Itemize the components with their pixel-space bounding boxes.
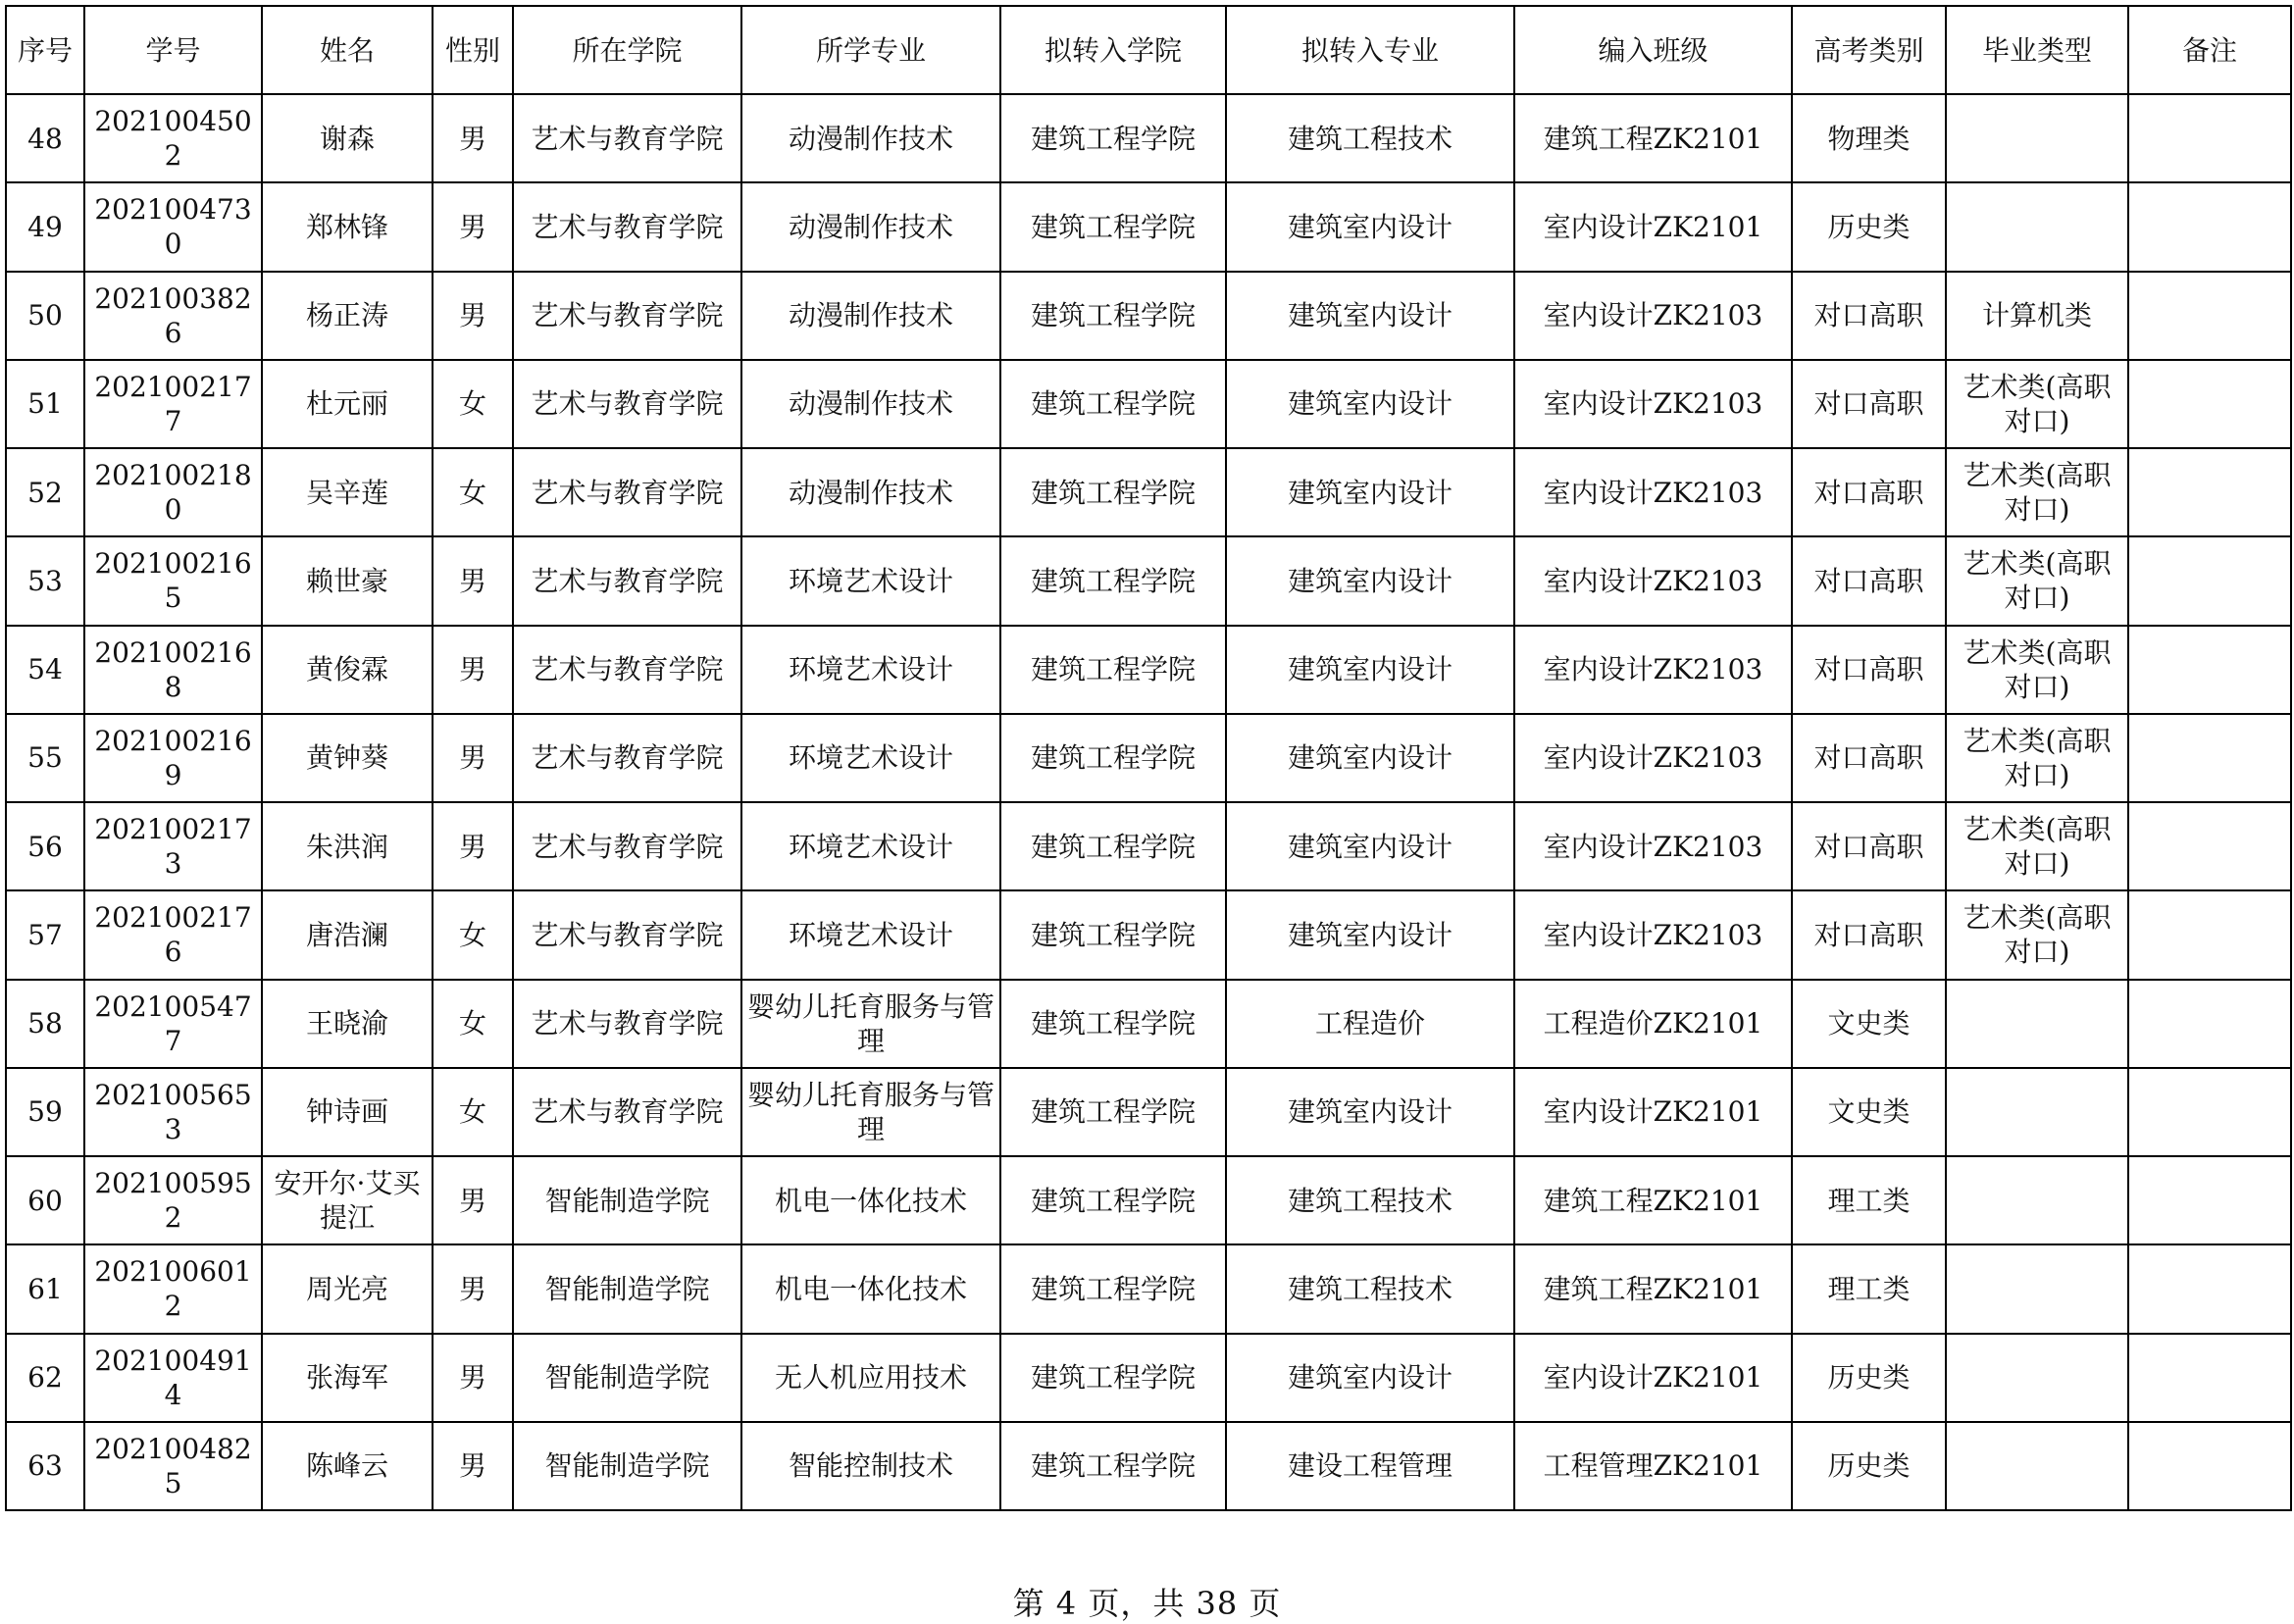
- cell-graduation-type: [1946, 1334, 2128, 1422]
- cell-seq-no: 58: [6, 980, 84, 1068]
- cell-graduation-type: 艺术类(高职对口): [1946, 448, 2128, 536]
- table-body: [6, 94, 2291, 1510]
- cell-remarks: [2128, 1244, 2291, 1333]
- cell-remarks: [2128, 714, 2291, 802]
- cell-current-college: 艺术与教育学院: [513, 1068, 741, 1156]
- cell-gender: 男: [433, 802, 513, 890]
- cell-seq-no: 49: [6, 182, 84, 271]
- cell-exam-category: 对口高职: [1792, 360, 1946, 448]
- cell-student-id: 2021002176: [84, 890, 262, 979]
- cell-gender: 男: [433, 714, 513, 802]
- cell-name: 唐浩澜: [262, 890, 433, 979]
- cell-assigned-class: 室内设计ZK2103: [1514, 360, 1792, 448]
- cell-target-college: 建筑工程学院: [1000, 448, 1226, 536]
- cell-graduation-type: 艺术类(高职对口): [1946, 626, 2128, 714]
- cell-assigned-class: 建筑工程ZK2101: [1514, 1156, 1792, 1244]
- cell-remarks: [2128, 626, 2291, 714]
- cell-target-major: 建筑室内设计: [1226, 536, 1514, 625]
- cell-current-major: 机电一体化技术: [741, 1244, 1000, 1333]
- cell-seq-no: 51: [6, 360, 84, 448]
- cell-seq-no: 52: [6, 448, 84, 536]
- cell-graduation-type: 艺术类(高职对口): [1946, 714, 2128, 802]
- cell-current-major: 婴幼儿托育服务与管理: [741, 980, 1000, 1068]
- column-header-remarks: 备注: [2128, 6, 2291, 94]
- cell-student-id: 2021002180: [84, 448, 262, 536]
- cell-gender: 男: [433, 626, 513, 714]
- cell-seq-no: 57: [6, 890, 84, 979]
- cell-graduation-type: [1946, 980, 2128, 1068]
- cell-student-id: 2021004914: [84, 1334, 262, 1422]
- table-row: [6, 360, 2291, 448]
- cell-student-id: 2021004730: [84, 182, 262, 271]
- cell-exam-category: 对口高职: [1792, 890, 1946, 979]
- cell-assigned-class: 建筑工程ZK2101: [1514, 1244, 1792, 1333]
- cell-assigned-class: 工程管理ZK2101: [1514, 1422, 1792, 1510]
- cell-current-college: 艺术与教育学院: [513, 626, 741, 714]
- cell-name: 安开尔·艾买提江: [262, 1156, 433, 1244]
- cell-target-college: 建筑工程学院: [1000, 626, 1226, 714]
- cell-remarks: [2128, 980, 2291, 1068]
- cell-current-major: 动漫制作技术: [741, 182, 1000, 271]
- column-header-target-major: 拟转入专业: [1226, 6, 1514, 94]
- cell-target-college: 建筑工程学院: [1000, 360, 1226, 448]
- cell-remarks: [2128, 448, 2291, 536]
- cell-exam-category: 对口高职: [1792, 536, 1946, 625]
- cell-assigned-class: 室内设计ZK2101: [1514, 1334, 1792, 1422]
- cell-current-major: 婴幼儿托育服务与管理: [741, 1068, 1000, 1156]
- cell-student-id: 2021002168: [84, 626, 262, 714]
- cell-remarks: [2128, 94, 2291, 182]
- cell-name: 黄俊霖: [262, 626, 433, 714]
- cell-current-college: 艺术与教育学院: [513, 802, 741, 890]
- cell-remarks: [2128, 182, 2291, 271]
- cell-student-id: 2021002169: [84, 714, 262, 802]
- cell-current-college: 智能制造学院: [513, 1422, 741, 1510]
- page-number-footer: 第 4 页，共 38 页: [1012, 1585, 1282, 1622]
- cell-graduation-type: [1946, 1156, 2128, 1244]
- cell-exam-category: 历史类: [1792, 1334, 1946, 1422]
- cell-target-college: 建筑工程学院: [1000, 94, 1226, 182]
- cell-current-major: 智能控制技术: [741, 1422, 1000, 1510]
- cell-assigned-class: 工程造价ZK2101: [1514, 980, 1792, 1068]
- cell-target-major: 建筑室内设计: [1226, 626, 1514, 714]
- cell-assigned-class: 室内设计ZK2101: [1514, 1068, 1792, 1156]
- cell-target-college: 建筑工程学院: [1000, 182, 1226, 271]
- cell-seq-no: 61: [6, 1244, 84, 1333]
- cell-name: 杜元丽: [262, 360, 433, 448]
- column-header-gender: 性别: [433, 6, 513, 94]
- table-row: [6, 448, 2291, 536]
- cell-graduation-type: 艺术类(高职对口): [1946, 360, 2128, 448]
- column-header-name: 姓名: [262, 6, 433, 94]
- cell-name: 张海军: [262, 1334, 433, 1422]
- table-row: [6, 714, 2291, 802]
- cell-assigned-class: 室内设计ZK2103: [1514, 626, 1792, 714]
- cell-current-college: 智能制造学院: [513, 1156, 741, 1244]
- cell-exam-category: 对口高职: [1792, 272, 1946, 360]
- cell-target-major: 建筑室内设计: [1226, 1068, 1514, 1156]
- cell-assigned-class: 室内设计ZK2103: [1514, 802, 1792, 890]
- cell-target-major: 建筑室内设计: [1226, 802, 1514, 890]
- cell-name: 王晓渝: [262, 980, 433, 1068]
- cell-exam-category: 理工类: [1792, 1156, 1946, 1244]
- cell-exam-category: 理工类: [1792, 1244, 1946, 1333]
- column-header-graduation-type: 毕业类型: [1946, 6, 2128, 94]
- cell-seq-no: 53: [6, 536, 84, 625]
- cell-gender: 男: [433, 1156, 513, 1244]
- cell-target-college: 建筑工程学院: [1000, 536, 1226, 625]
- cell-current-college: 艺术与教育学院: [513, 980, 741, 1068]
- table-row: [6, 182, 2291, 271]
- cell-target-college: 建筑工程学院: [1000, 1244, 1226, 1333]
- cell-target-major: 建筑工程技术: [1226, 1156, 1514, 1244]
- cell-graduation-type: 艺术类(高职对口): [1946, 890, 2128, 979]
- cell-target-college: 建筑工程学院: [1000, 272, 1226, 360]
- cell-current-college: 艺术与教育学院: [513, 714, 741, 802]
- cell-current-college: 艺术与教育学院: [513, 890, 741, 979]
- cell-student-id: 2021005952: [84, 1156, 262, 1244]
- cell-gender: 女: [433, 890, 513, 979]
- cell-name: 杨正涛: [262, 272, 433, 360]
- table-row: [6, 94, 2291, 182]
- cell-current-major: 动漫制作技术: [741, 448, 1000, 536]
- cell-exam-category: 历史类: [1792, 1422, 1946, 1510]
- table-row: [6, 1422, 2291, 1510]
- cell-target-major: 建筑室内设计: [1226, 448, 1514, 536]
- cell-current-college: 艺术与教育学院: [513, 360, 741, 448]
- cell-remarks: [2128, 536, 2291, 625]
- cell-student-id: 2021002165: [84, 536, 262, 625]
- table-row: [6, 1334, 2291, 1422]
- cell-current-college: 艺术与教育学院: [513, 536, 741, 625]
- cell-current-major: 环境艺术设计: [741, 626, 1000, 714]
- cell-seq-no: 48: [6, 94, 84, 182]
- cell-gender: 女: [433, 980, 513, 1068]
- cell-student-id: 2021005653: [84, 1068, 262, 1156]
- cell-exam-category: 历史类: [1792, 182, 1946, 271]
- cell-gender: 男: [433, 272, 513, 360]
- cell-exam-category: 文史类: [1792, 980, 1946, 1068]
- column-header-assigned-class: 编入班级: [1514, 6, 1792, 94]
- cell-current-college: 艺术与教育学院: [513, 272, 741, 360]
- cell-name: 黄钟葵: [262, 714, 433, 802]
- cell-assigned-class: 室内设计ZK2103: [1514, 536, 1792, 625]
- cell-target-major: 建设工程管理: [1226, 1422, 1514, 1510]
- cell-current-college: 艺术与教育学院: [513, 448, 741, 536]
- cell-graduation-type: [1946, 94, 2128, 182]
- column-header-target-college: 拟转入学院: [1000, 6, 1226, 94]
- table-row: [6, 890, 2291, 979]
- column-header-student-id: 学号: [84, 6, 262, 94]
- cell-gender: 男: [433, 94, 513, 182]
- transfer-student-table: [5, 5, 2292, 1511]
- cell-seq-no: 60: [6, 1156, 84, 1244]
- cell-target-major: 建筑室内设计: [1226, 714, 1514, 802]
- cell-graduation-type: [1946, 1422, 2128, 1510]
- cell-current-major: 动漫制作技术: [741, 272, 1000, 360]
- cell-seq-no: 56: [6, 802, 84, 890]
- cell-assigned-class: 室内设计ZK2103: [1514, 272, 1792, 360]
- cell-seq-no: 59: [6, 1068, 84, 1156]
- cell-graduation-type: 艺术类(高职对口): [1946, 802, 2128, 890]
- cell-exam-category: 文史类: [1792, 1068, 1946, 1156]
- cell-gender: 女: [433, 360, 513, 448]
- cell-target-major: 建筑室内设计: [1226, 182, 1514, 271]
- cell-gender: 男: [433, 1422, 513, 1510]
- cell-graduation-type: 计算机类: [1946, 272, 2128, 360]
- cell-remarks: [2128, 360, 2291, 448]
- cell-name: 吴辛莲: [262, 448, 433, 536]
- column-header-current-college: 所在学院: [513, 6, 741, 94]
- cell-name: 朱洪润: [262, 802, 433, 890]
- cell-student-id: 2021004502: [84, 94, 262, 182]
- table-row: [6, 272, 2291, 360]
- cell-name: 赖世豪: [262, 536, 433, 625]
- cell-current-major: 环境艺术设计: [741, 714, 1000, 802]
- cell-target-college: 建筑工程学院: [1000, 1068, 1226, 1156]
- table-row: [6, 1244, 2291, 1333]
- cell-name: 谢森: [262, 94, 433, 182]
- cell-remarks: [2128, 802, 2291, 890]
- cell-current-major: 无人机应用技术: [741, 1334, 1000, 1422]
- table-row: [6, 536, 2291, 625]
- cell-gender: 男: [433, 1244, 513, 1333]
- cell-exam-category: 对口高职: [1792, 714, 1946, 802]
- cell-exam-category: 对口高职: [1792, 448, 1946, 536]
- cell-target-major: 工程造价: [1226, 980, 1514, 1068]
- cell-graduation-type: [1946, 1068, 2128, 1156]
- cell-target-major: 建筑室内设计: [1226, 1334, 1514, 1422]
- cell-student-id: 2021005477: [84, 980, 262, 1068]
- cell-remarks: [2128, 1156, 2291, 1244]
- cell-seq-no: 54: [6, 626, 84, 714]
- cell-exam-category: 物理类: [1792, 94, 1946, 182]
- cell-student-id: 2021003826: [84, 272, 262, 360]
- cell-assigned-class: 室内设计ZK2103: [1514, 448, 1792, 536]
- cell-target-college: 建筑工程学院: [1000, 980, 1226, 1068]
- cell-name: 陈峰云: [262, 1422, 433, 1510]
- cell-target-major: 建筑室内设计: [1226, 272, 1514, 360]
- cell-remarks: [2128, 1422, 2291, 1510]
- table-header-row: [6, 6, 2291, 94]
- cell-student-id: 2021006012: [84, 1244, 262, 1333]
- cell-target-college: 建筑工程学院: [1000, 802, 1226, 890]
- cell-current-college: 智能制造学院: [513, 1244, 741, 1333]
- cell-assigned-class: 室内设计ZK2103: [1514, 890, 1792, 979]
- cell-target-major: 建筑室内设计: [1226, 360, 1514, 448]
- column-header-exam-category: 高考类别: [1792, 6, 1946, 94]
- cell-remarks: [2128, 272, 2291, 360]
- table-row: [6, 1068, 2291, 1156]
- cell-seq-no: 62: [6, 1334, 84, 1422]
- column-header-seq-no: 序号: [6, 6, 84, 94]
- cell-gender: 男: [433, 536, 513, 625]
- cell-gender: 男: [433, 182, 513, 271]
- cell-name: 郑林锋: [262, 182, 433, 271]
- cell-assigned-class: 室内设计ZK2101: [1514, 182, 1792, 271]
- cell-target-major: 建筑工程技术: [1226, 1244, 1514, 1333]
- cell-assigned-class: 室内设计ZK2103: [1514, 714, 1792, 802]
- cell-name: 钟诗画: [262, 1068, 433, 1156]
- cell-student-id: 2021004825: [84, 1422, 262, 1510]
- cell-seq-no: 55: [6, 714, 84, 802]
- cell-gender: 男: [433, 1334, 513, 1422]
- cell-seq-no: 50: [6, 272, 84, 360]
- cell-name: 周光亮: [262, 1244, 433, 1333]
- cell-student-id: 2021002173: [84, 802, 262, 890]
- cell-remarks: [2128, 1334, 2291, 1422]
- cell-gender: 女: [433, 448, 513, 536]
- cell-current-major: 环境艺术设计: [741, 536, 1000, 625]
- cell-current-major: 动漫制作技术: [741, 94, 1000, 182]
- column-header-current-major: 所学专业: [741, 6, 1000, 94]
- cell-gender: 女: [433, 1068, 513, 1156]
- cell-exam-category: 对口高职: [1792, 802, 1946, 890]
- cell-exam-category: 对口高职: [1792, 626, 1946, 714]
- cell-graduation-type: [1946, 1244, 2128, 1333]
- cell-target-college: 建筑工程学院: [1000, 1422, 1226, 1510]
- table-row: [6, 1156, 2291, 1244]
- cell-current-major: 环境艺术设计: [741, 890, 1000, 979]
- cell-seq-no: 63: [6, 1422, 84, 1510]
- cell-current-major: 环境艺术设计: [741, 802, 1000, 890]
- cell-target-major: 建筑工程技术: [1226, 94, 1514, 182]
- cell-target-college: 建筑工程学院: [1000, 1156, 1226, 1244]
- cell-graduation-type: 艺术类(高职对口): [1946, 536, 2128, 625]
- cell-target-college: 建筑工程学院: [1000, 890, 1226, 979]
- cell-graduation-type: [1946, 182, 2128, 271]
- cell-current-major: 动漫制作技术: [741, 360, 1000, 448]
- cell-remarks: [2128, 890, 2291, 979]
- cell-current-college: 智能制造学院: [513, 1334, 741, 1422]
- cell-current-college: 艺术与教育学院: [513, 94, 741, 182]
- cell-target-college: 建筑工程学院: [1000, 714, 1226, 802]
- table-row: [6, 626, 2291, 714]
- cell-target-college: 建筑工程学院: [1000, 1334, 1226, 1422]
- cell-current-major: 机电一体化技术: [741, 1156, 1000, 1244]
- table-row: [6, 802, 2291, 890]
- cell-target-major: 建筑室内设计: [1226, 890, 1514, 979]
- cell-remarks: [2128, 1068, 2291, 1156]
- table-row: [6, 980, 2291, 1068]
- cell-assigned-class: 建筑工程ZK2101: [1514, 94, 1792, 182]
- cell-student-id: 2021002177: [84, 360, 262, 448]
- cell-current-college: 艺术与教育学院: [513, 182, 741, 271]
